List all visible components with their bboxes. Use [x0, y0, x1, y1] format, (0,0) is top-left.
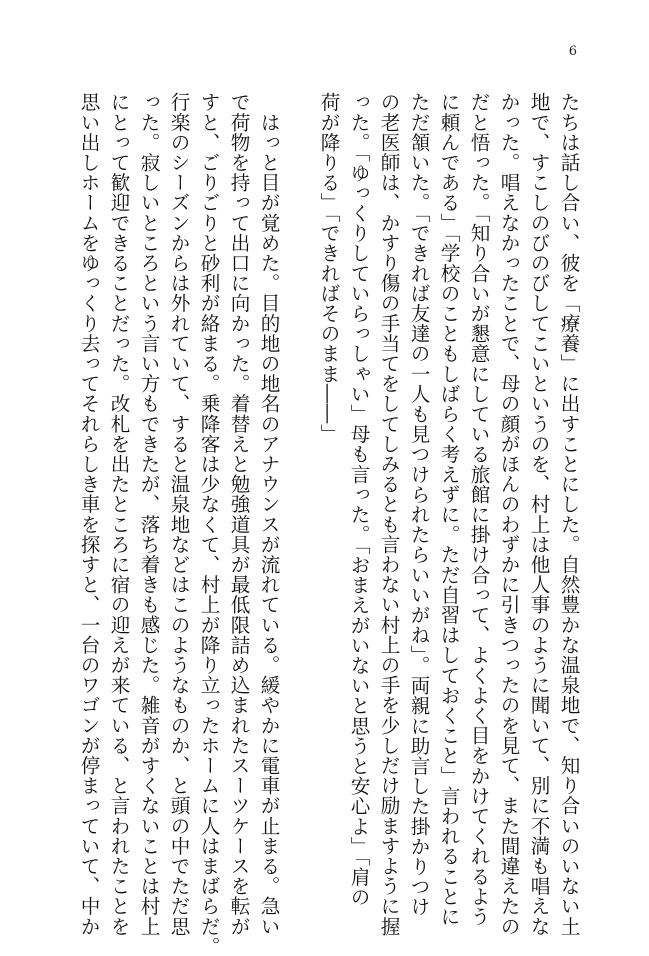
text-line: ただ頷いた。「できれば友達の一人も見つけられたらいいがね」。両親に助言した掛かりつけ	[407, 92, 430, 917]
text-line: の老医師は、かすり傷の手当てをしてしみるとも言わない村上の手を少しだけ励ますように握	[377, 92, 400, 937]
text-line: かった。唱えなかったことで、母の顔がほんのわずかに引きつったのを見て、また間違えたの	[497, 92, 520, 937]
text-line: はっと目が覚めた。目的地の地名のアナウンスが流れている。緩やかに電車が止まる。急い	[257, 92, 280, 937]
paragraph-break	[283, 92, 313, 832]
text-line: った。寂しいところという言い方もできたが、落ち着きも感じた。雑音がすくないことは村上	[137, 92, 160, 937]
text-line: に頼んである」「学校のこともしばらく考えずに。ただ自習はしておくこと」言われることに	[437, 92, 460, 927]
text-line: すと、ごりごりと砂利が絡まる。乗降客は少なくて、村上が降り立ったホームに人はまばらだ。	[197, 92, 220, 956]
text-line: 荷が降りる」「できればそのまま――」	[317, 92, 340, 444]
text-line: で荷物を持って出口に向かった。着替えと勉強道具が最低限詰め込まれたスーツケースを転が	[227, 92, 250, 937]
text-line: 行楽のシーズンからは外れていて、すると温泉地などはこのようなものか、と頭の中でただ思	[167, 92, 190, 937]
text-line: 地で、すこしのびのびしてこいというのを、村上は他人事のように聞いて、別に不満も唱えな	[527, 92, 550, 937]
page-number: 6	[568, 44, 577, 59]
text-line: 思い出しホームをゆっくり去ってそれらしき車を探すと、一台のワゴンが停まっていて、中か	[77, 92, 100, 937]
text-line: たちは話し合い、彼を「療養」に出すことにした。自然豊かな温泉地で、知り合いのいない土	[557, 92, 580, 937]
text-line: にとって歓迎できることだった。改札を出たところに宿の迎えが来ている、と言われたことを	[107, 92, 130, 937]
text-line: った。「ゆっくりしていらっしゃい」母も言った。「おまえがいないと思うと安心よ」「肩の	[347, 92, 370, 907]
body-text	[73, 92, 583, 956]
text-line: だと悟った。「知り合いが懇意にしている旅館に掛け合って、よくよく目をかけてくれるよう	[467, 92, 490, 927]
